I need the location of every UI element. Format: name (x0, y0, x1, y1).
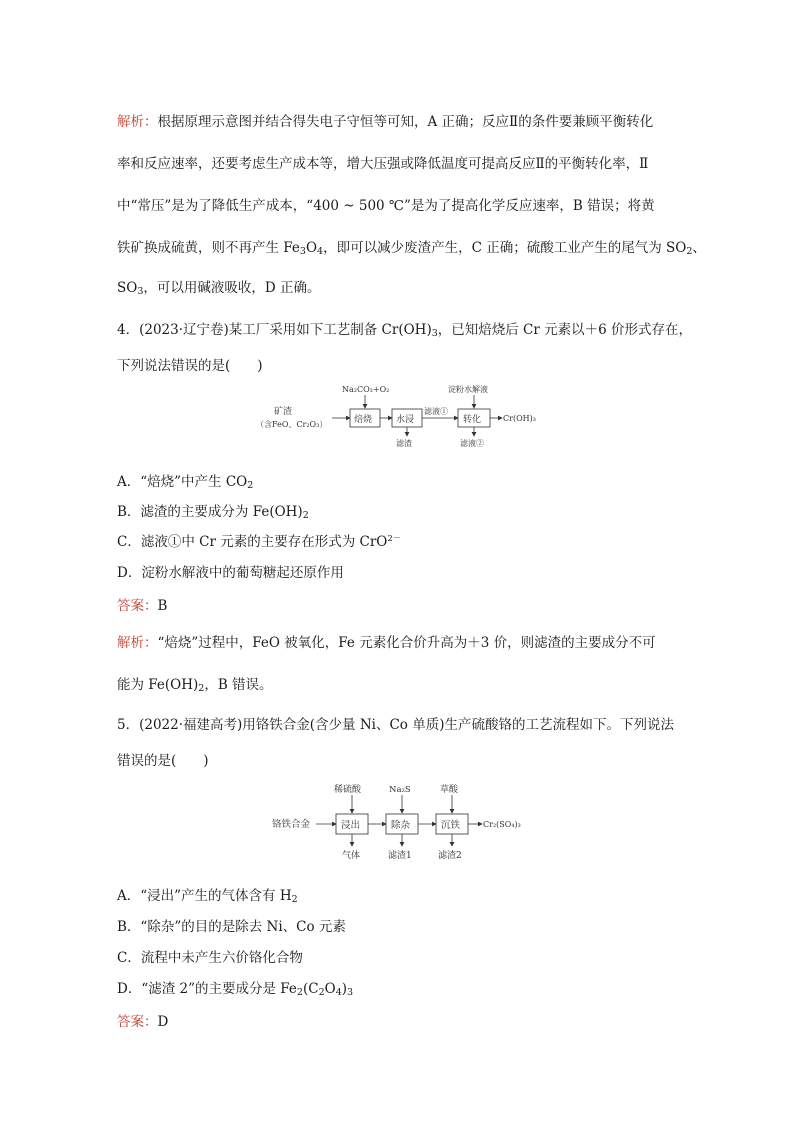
q5-raw: 铬铁合金 (272, 819, 311, 830)
q4-product: Cr(OH)₃ (503, 414, 536, 423)
q4-option-d: D．淀粉水解液中的葡萄糖起还原作用 (117, 565, 344, 581)
q5-reagent2: Na₂S (389, 785, 411, 795)
q5-option-c: C．流程中未产生六价铬化合物 (117, 950, 303, 966)
q5-flow-diagram (268, 780, 538, 870)
q4-stem-line-1: 4．(2023·辽宁卷)某工厂采用如下工艺制备 $Cr(OH)_3$，已知焙烧后 Cr 元素以＋6 价形式存在， (117, 322, 693, 339)
q5-product: Cr₂(SO₄)₃ (483, 820, 521, 829)
q5-option-d: D．“滤渣 2”的主要成分是 $Fe_2(C_2O_4)_3$ (117, 981, 354, 998)
q4-filtrate1: 滤液① (424, 407, 448, 416)
q4-stem-line-2: 下列说法错误的是( ) (117, 358, 263, 374)
q4-reagent1: Na₂CO₃+O₂ (342, 385, 390, 394)
q4-box2: 水浸 (396, 415, 415, 425)
q4-residue: 滤渣 (396, 439, 412, 448)
q5-stem-line-1: 5．(2022·福建高考)用铬铁合金(含少量 Ni、Co 单质)生产硫酸铬的工艺流程如下。下列说法 (117, 717, 674, 733)
q5-option-a: A．“浸出”产生的气体含有 $H_2$ (117, 888, 298, 905)
analysis-line-1: 解析：根据原理示意图并结合得失电子守恒等可知，A 正确；反应Ⅱ的条件要兼顾平衡转化 (117, 114, 654, 130)
analysis-line-3: 中“常压”是为了降低生产成本，“400 ~ 500 ℃”是为了提高化学反应速率，B 错误；将黄 (117, 198, 655, 214)
q4-option-a: A．“焙烧”中产生 $CO_2$ (117, 474, 254, 491)
q4-box3: 转化 (463, 415, 482, 425)
q4-filtrate2: 滤液② (460, 439, 484, 448)
q4-raw: 矿渣 (274, 407, 293, 417)
q5-out1: 气体 (342, 851, 361, 861)
q5-box3: 沉铁 (441, 820, 461, 831)
q5-reagent3: 草酸 (440, 785, 459, 795)
q4-option-b: B．滤渣的主要成分为 $Fe(OH)_2$ (117, 504, 309, 521)
q4-analysis-line-2: 能为 $Fe(OH)_2$，B 错误。 (117, 677, 273, 694)
q4-reagent2: 淀粉水解液 (448, 385, 488, 394)
q4-box1: 焙烧 (354, 415, 373, 425)
analysis-line-5: $SO_3$，可以用碱液吸收，D 正确。 (117, 280, 321, 297)
analysis-line-4: 铁矿换成硫黄，则不再产生 $Fe_3O_4$，即可以减少废渣产生，C 正确；硫酸工业产生的尾气为 $SO_2$、 (117, 240, 706, 257)
q5-box1: 浸出 (341, 820, 361, 831)
q5-option-b: B．“除杂”的目的是除去 Ni、Co 元素 (117, 919, 346, 935)
analysis-label: 解析： (117, 114, 158, 130)
q5-out3: 滤渣2 (438, 851, 462, 861)
q4-flow-diagram (250, 380, 550, 454)
q5-out2: 滤渣1 (388, 851, 412, 861)
q4-option-c: C．滤液①中 Cr 元素的主要存在形式为 CrO$^{2-}$ (117, 534, 402, 550)
q5-stem-line-2: 错误的是( ) (117, 753, 209, 769)
q4-raw-sub: （含FeO、Cr₂O₃） (256, 420, 328, 429)
q5-answer: 答案：D (117, 1014, 169, 1030)
q5-box2: 除杂 (391, 820, 411, 831)
q4-analysis-line-1: 解析：“焙烧”过程中，FeO 被氧化，Fe 元素化合价升高为＋3 价，则滤渣的主要成分不可 (117, 635, 656, 651)
q4-answer: 答案：B (117, 598, 168, 614)
q5-reagent1: 稀硫酸 (334, 785, 362, 795)
analysis-line-2: 率和反应速率，还要考虑生产成本等，增大压强或降低温度可提高反应Ⅱ的平衡转化率，Ⅱ (117, 156, 649, 172)
